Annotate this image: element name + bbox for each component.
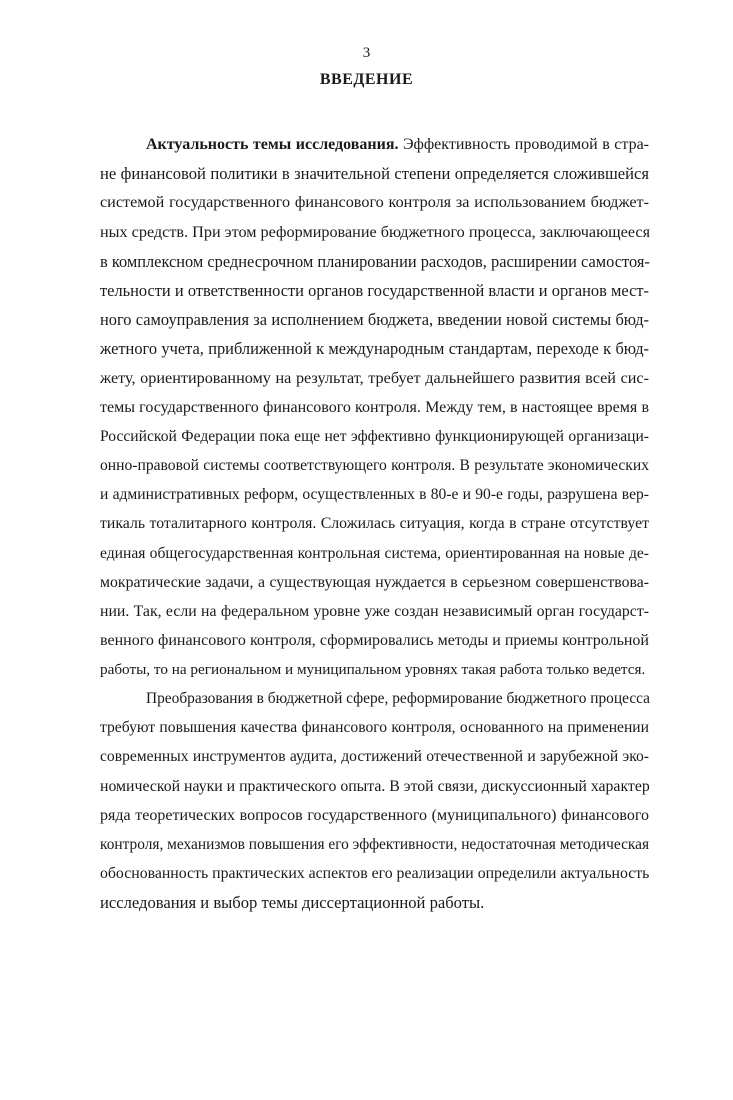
paragraph-line: не финансовой политики в значительной степени определяется сложившейся	[100, 164, 649, 184]
paragraph-relevance	[100, 130, 649, 685]
paragraph-line-text: Эффективность проводимой в стра-	[398, 136, 649, 153]
paragraph-line: Российской Федерации пока еще нет эффективно функционирующей организаци-	[100, 427, 649, 445]
paragraph-line	[100, 130, 649, 159]
paragraph-line: обоснованность практических аспектов его реализации определили актуальность	[100, 865, 650, 883]
paragraph-line: контроля, механизмов повышения его эффективности, недостаточная методическая	[100, 835, 650, 853]
paragraph-line: современных инструментов аудита, достижений отечественной и зарубежной эко-	[100, 748, 649, 766]
paragraph-line: нии. Так, если на федеральном уровне уже создан независимый орган государст-	[100, 603, 649, 620]
paragraph-line: ного самоуправления за исполнением бюджета, введении новой системы бюд-	[100, 310, 649, 330]
paragraph-line: венного финансового контроля, сформировались методы и приемы контрольной	[100, 632, 649, 650]
paragraph-line: требуют повышения качества финансового контроля, основанного на применении	[100, 719, 649, 737]
paragraph-line: ных средств. При этом реформирование бюджетного процесса, заключающееся	[100, 222, 651, 241]
paragraph-line: в комплексном среднесрочном планировании расходов, расширении самостоя-	[100, 251, 650, 271]
paragraph-line: жету, ориентированному на результат, требует дальнейшего развития всей сис-	[100, 368, 649, 387]
paragraph-transformations	[100, 684, 649, 918]
paragraph-line: работы, то на региональном и муниципальном уровнях такая работа только ведется.	[100, 661, 646, 679]
paragraph-line: онно-правовой системы соответствующего контроля. В результате экономических	[100, 457, 649, 475]
paragraph-line: жетного учета, приближенной к международным стандартам, переходе к бюд-	[100, 339, 649, 359]
page-number: 3	[362, 45, 371, 61]
paragraph-line: мократические задачи, а существующая нуждается в серьезном совершенствова-	[100, 573, 649, 591]
paragraph-line: тикаль тоталитарного контроля. Сложилась ситуация, когда в стране отсутствует	[100, 515, 649, 533]
paragraph-line: исследования и выбор темы диссертационной работы.	[100, 893, 485, 913]
paragraph-line: тельности и ответственности органов государственной власти и органов мест-	[100, 280, 649, 300]
paragraph-lead: Актуальность темы исследования.	[146, 136, 399, 153]
paragraph-line: системой государственного финансового контроля за использованием бюджет-	[100, 193, 649, 212]
paragraph-line: номической науки и практического опыта. В этой связи, дискуссионный характер	[100, 777, 650, 795]
paragraph-line: ряда теоретических вопросов государственного (муниципального) финансового	[100, 806, 649, 824]
paragraph-line: и административных реформ, осуществленных в 80-е и 90-е годы, разрушена вер-	[100, 486, 649, 504]
section-heading: ВВЕДЕНИЕ	[319, 71, 414, 88]
paragraph-line: темы государственного финансового контроля. Между тем, в настоящее время в	[100, 398, 649, 416]
paragraph-line: единая общегосударственная контрольная система, ориентированная на новые де-	[100, 544, 649, 562]
paragraph-line: Преобразования в бюджетной сфере, реформирование бюджетного процесса	[146, 690, 650, 707]
